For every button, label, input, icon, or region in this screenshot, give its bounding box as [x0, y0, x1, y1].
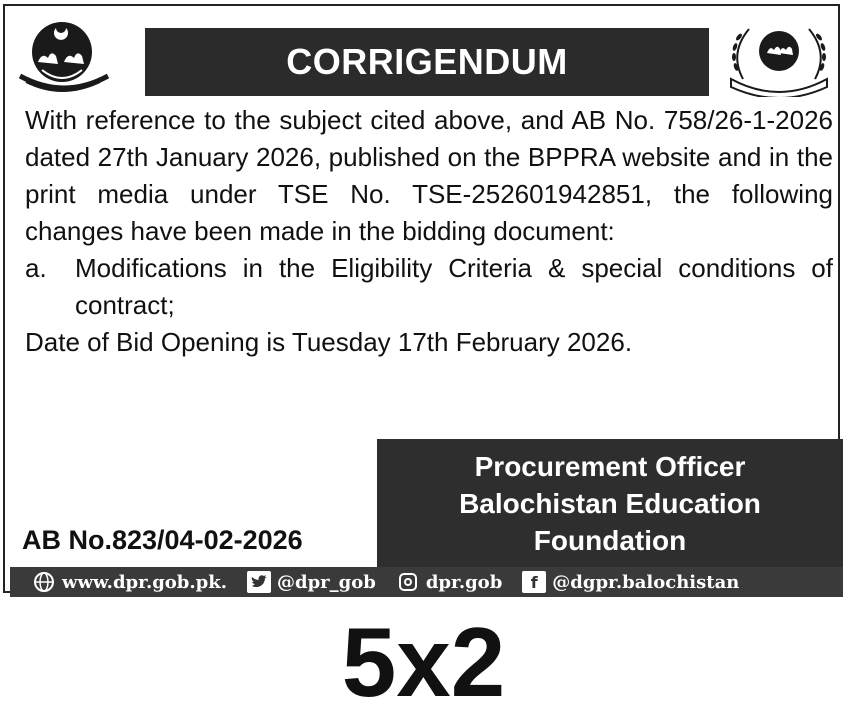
ad-size-label: 5x2	[341, 607, 506, 717]
organization-name-continued: Foundation	[533, 524, 687, 556]
ab-number: AB No.823/04-02-2026	[22, 525, 303, 555]
facebook-link[interactable]	[522, 571, 739, 593]
twitter-icon	[247, 571, 271, 593]
facebook-handle: @dgpr.balochistan	[552, 571, 740, 593]
list-marker: a.	[25, 253, 47, 283]
corrigendum-body	[25, 102, 833, 361]
government-of-balochistan-emblem-icon	[16, 18, 112, 94]
globe-icon	[32, 571, 56, 593]
title-bar	[145, 28, 709, 96]
website-text: www.dpr.gob.pk.	[62, 571, 227, 593]
instagram-icon	[396, 571, 420, 593]
list-item-text: Modifications in the Eligibility Criteria & special conditions of contract;	[75, 253, 833, 320]
twitter-handle: @dpr_gob	[276, 571, 376, 593]
officer-title: Procurement Officer	[474, 450, 746, 482]
advertisement-frame	[3, 4, 840, 593]
instagram-link[interactable]	[396, 571, 502, 593]
twitter-link[interactable]	[247, 571, 376, 593]
facebook-icon: f	[522, 571, 546, 593]
corrigendum-paragraph: With reference to the subject cited above, and AB No. 758/26-1-2026 dated 27th January 2026, published on the BPPRA website and in the print media under TSE No. TSE-252601942851, the following changes have been made in the bidding document:	[25, 105, 833, 246]
dgpr-balochistan-emblem-icon	[721, 19, 837, 97]
officer-signature-box	[377, 439, 843, 567]
list-item	[25, 250, 833, 324]
page-title: CORRIGENDUM	[286, 41, 568, 82]
website-link[interactable]	[32, 571, 227, 593]
organization-name: Balochistan Education	[459, 487, 761, 519]
bid-opening-date: Date of Bid Opening is Tuesday 17th February 2026.	[25, 327, 633, 357]
footer-contact-bar	[10, 567, 843, 597]
instagram-handle: dpr.gob	[425, 571, 503, 593]
